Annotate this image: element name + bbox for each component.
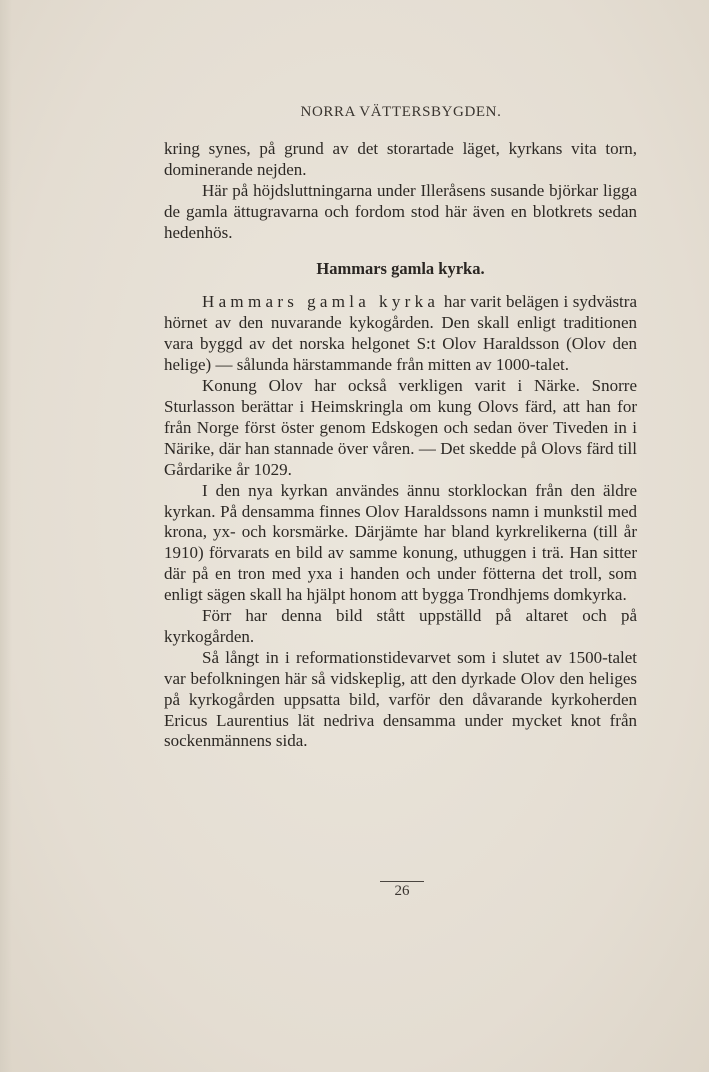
section-heading: Hammars gamla kyrka. <box>316 258 485 278</box>
paragraph-section-4: Förr har denna bild stått uppställd på altaret och på kyrkogården. <box>164 606 637 646</box>
paragraph-section-1 <box>164 292 637 376</box>
paragraph-section-5: Så långt in i reformationstidevarvet som i slutet av 1500-talet var befolkningen här så vidskeplig, att den dyrkade Olov den heliges på kyrkogården uppsatta bild, varför den dåvarande kyrkoherden Ericus Laurentius lät nedriva densamma under mycket knot från sockenmännens sida. <box>164 647 637 751</box>
running-head: NORRA VÄTTERSBYGDEN. <box>300 104 502 120</box>
paragraph-intro-2: Här på höjdsluttningarna under Illeråsens susande björkar ligga de gamla ättugravarna och fordom stod här även en blotkrets sedan hedenhös. <box>164 180 637 242</box>
paragraph-intro-1: kring synes, på grund av det storartade läget, kyrkans vita torn, dominerande nejden. <box>164 139 637 179</box>
spaced-lead-phrase: Hammars gamla kyrka <box>202 292 440 312</box>
body-text <box>164 139 637 752</box>
paragraph-section-2: Konung Olov har också verkligen varit i Närke. Snorre Sturlasson berättar i Heimskringla om kung Olovs färd, att han for från Norge först öster genom Edskogen och sedan över Tiveden in i Närike, där han stannade över våren. — Det skedde på Olovs färd till Gårdarike år 1029. <box>164 376 637 479</box>
page-number: 26 <box>380 881 424 900</box>
page-binding-edge <box>0 0 12 1072</box>
paragraph-section-1-rest: har varit belägen i sydvästra hörnet av den nuvarande kykogården. Den skall enligt traditionen vara byggd av det norska helgonet S:t Olov Haraldsson (Olov den helige) — sålunda härstammande från mitten av 1000-talet. <box>164 292 637 375</box>
paragraph-section-3: I den nya kyrkan användes ännu storklockan från den äldre kyrkan. På densamma finnes Olov Haraldssons namn i munkstil med krona, yx- och korsmärke. Därjämte har bland kyrkrelikerna (till år 1910) förvarats en bild av samme konung, uthuggen i trä. Han sitter där på en tron med yxa i handen och under fötterna det troll, som enligt sägen skall ha hjälpt honom att bygga Trondhjems domkyrka. <box>164 480 637 605</box>
